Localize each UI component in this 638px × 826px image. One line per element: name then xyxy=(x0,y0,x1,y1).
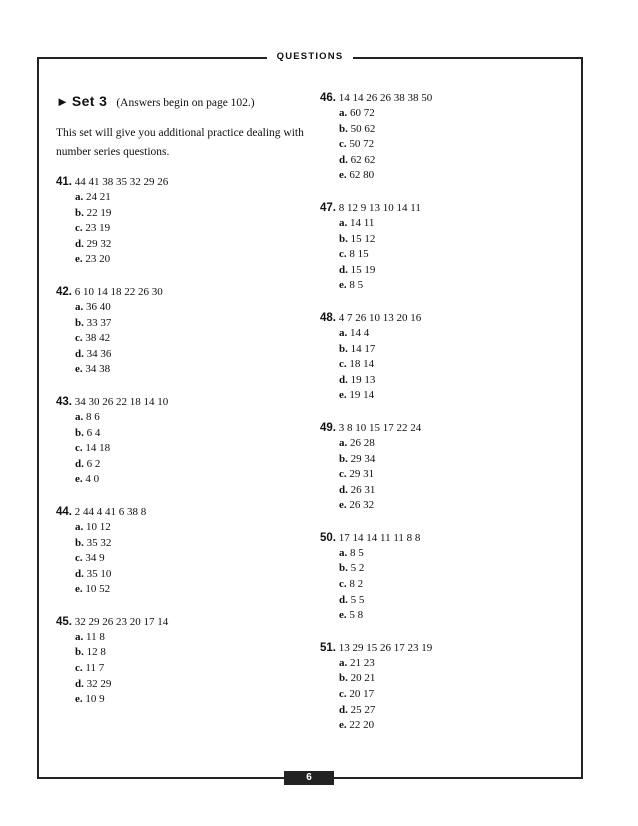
choice-letter: e. xyxy=(339,499,347,512)
choice-text: 8 5 xyxy=(350,546,364,559)
question-number: 49. xyxy=(320,421,336,434)
section-label: QUESTIONS xyxy=(267,50,353,64)
choice-text: 34 36 xyxy=(86,347,112,360)
answer-choice xyxy=(320,593,560,609)
answer-choice xyxy=(56,426,306,442)
answer-choice xyxy=(56,551,306,567)
answer-choice xyxy=(320,608,560,624)
answer-choice xyxy=(320,326,560,342)
answer-choice xyxy=(320,137,560,153)
choice-letter: c. xyxy=(75,552,83,565)
question-line xyxy=(56,394,306,410)
choice-letter: b. xyxy=(75,536,84,549)
set-note: (Answers begin on page 102.) xyxy=(116,97,255,109)
choice-text: 38 42 xyxy=(85,332,111,345)
choice-text: 33 37 xyxy=(86,316,112,329)
answer-choice xyxy=(320,168,560,184)
question-block xyxy=(320,310,560,404)
question-number: 44. xyxy=(56,505,72,518)
question-block xyxy=(320,90,560,184)
choice-text: 5 2 xyxy=(350,562,365,575)
question-block xyxy=(320,200,560,294)
choice-text: 6 2 xyxy=(86,457,101,470)
choice-text: 29 32 xyxy=(86,237,112,250)
triangle-arrow-icon: ► xyxy=(56,94,69,109)
choice-letter: d. xyxy=(75,567,84,580)
choice-letter: b. xyxy=(75,426,84,439)
choice-text: 35 32 xyxy=(86,536,112,549)
choice-text: 14 11 xyxy=(350,216,375,229)
choice-text: 24 21 xyxy=(86,191,111,203)
question-number: 50. xyxy=(320,531,336,544)
choice-letter: b. xyxy=(75,646,84,659)
choice-letter: d. xyxy=(339,483,348,496)
question-block xyxy=(56,394,306,488)
choice-letter: e. xyxy=(339,609,347,622)
choice-text: 34 38 xyxy=(85,363,111,376)
answer-choice xyxy=(320,122,560,138)
choice-text: 26 32 xyxy=(349,499,375,512)
choice-letter: a. xyxy=(75,520,84,533)
choice-letter: e. xyxy=(75,583,83,596)
answer-choice xyxy=(320,546,560,562)
choice-letter: e. xyxy=(75,363,83,376)
question-block xyxy=(56,614,306,708)
left-border xyxy=(37,57,39,778)
question-line xyxy=(320,640,560,656)
question-series: 13 29 15 26 17 23 19 xyxy=(338,641,433,654)
choice-text: 29 31 xyxy=(349,468,375,481)
answer-choice xyxy=(320,561,560,577)
choice-text: 18 14 xyxy=(349,358,375,371)
choice-letter: a. xyxy=(75,630,84,643)
answer-choice xyxy=(320,342,560,358)
answer-choice xyxy=(56,347,306,363)
choice-letter: c. xyxy=(339,358,347,371)
right-border xyxy=(581,57,583,778)
choice-text: 19 14 xyxy=(349,389,375,402)
choice-text: 10 9 xyxy=(85,693,105,706)
choice-letter: b. xyxy=(339,562,348,575)
choice-text: 10 12 xyxy=(86,520,111,533)
answer-choice xyxy=(56,316,306,332)
answer-choice xyxy=(56,457,306,473)
choice-letter: c. xyxy=(339,688,347,701)
choice-letter: b. xyxy=(339,452,348,465)
question-number: 43. xyxy=(56,395,72,408)
choice-letter: b. xyxy=(339,122,348,135)
question-block xyxy=(56,284,306,378)
answer-choice xyxy=(320,388,560,404)
choice-text: 34 9 xyxy=(85,552,105,565)
answer-choice xyxy=(320,656,560,672)
question-series: 8 12 9 13 10 14 11 xyxy=(338,201,421,214)
answer-choice xyxy=(56,410,306,426)
choice-text: 5 8 xyxy=(349,609,364,622)
choice-text: 32 29 xyxy=(86,677,112,690)
answer-choice xyxy=(320,278,560,294)
answer-choice xyxy=(56,190,306,206)
choice-text: 14 4 xyxy=(350,326,370,339)
choice-text: 23 19 xyxy=(85,222,111,235)
choice-letter: d. xyxy=(75,677,84,690)
answer-choice xyxy=(320,153,560,169)
choice-letter: a. xyxy=(339,107,348,119)
choice-text: 21 23 xyxy=(350,656,375,669)
choice-letter: e. xyxy=(339,169,347,182)
left-column xyxy=(56,90,306,724)
question-line xyxy=(320,420,560,436)
choice-text: 20 17 xyxy=(349,688,375,701)
question-line xyxy=(56,614,306,630)
choice-text: 62 62 xyxy=(350,153,376,166)
question-block xyxy=(320,640,560,734)
answer-choice xyxy=(320,263,560,279)
set-intro: This set will give you additional practice dealing with number series questions. xyxy=(56,127,304,158)
question-series: 34 30 26 22 18 14 10 xyxy=(74,395,169,408)
answer-choice xyxy=(320,357,560,373)
choice-text: 36 40 xyxy=(86,300,111,313)
question-block xyxy=(56,174,306,268)
choice-letter: d. xyxy=(339,153,348,166)
choice-text: 35 10 xyxy=(86,567,112,580)
question-line xyxy=(320,310,560,326)
answer-choice xyxy=(56,692,306,708)
question-line xyxy=(320,530,560,546)
answer-choice xyxy=(320,232,560,248)
question-line xyxy=(320,200,560,216)
choice-letter: d. xyxy=(339,593,348,606)
choice-letter: d. xyxy=(75,237,84,250)
answer-choice xyxy=(56,582,306,598)
choice-letter: e. xyxy=(75,473,83,486)
choice-letter: b. xyxy=(339,232,348,245)
question-line xyxy=(56,504,306,520)
choice-letter: a. xyxy=(75,410,84,423)
set-title: Set 3 xyxy=(71,93,108,109)
choice-letter: e. xyxy=(75,253,83,266)
question-block xyxy=(56,504,306,598)
choice-letter: c. xyxy=(339,578,347,591)
answer-choice xyxy=(320,452,560,468)
answer-choice xyxy=(56,221,306,237)
choice-text: 4 0 xyxy=(85,473,100,486)
choice-letter: b. xyxy=(75,316,84,329)
question-series: 17 14 14 11 11 8 8 xyxy=(338,531,421,544)
answer-choice xyxy=(320,703,560,719)
choice-text: 22 19 xyxy=(86,206,112,219)
choice-letter: a. xyxy=(339,326,348,339)
choice-text: 26 31 xyxy=(350,483,376,496)
choice-text: 8 15 xyxy=(349,248,369,261)
question-series: 32 29 26 23 20 17 14 xyxy=(74,615,169,628)
choice-text: 8 5 xyxy=(349,279,364,292)
question-line xyxy=(56,284,306,300)
choice-letter: a. xyxy=(339,436,348,449)
choice-letter: e. xyxy=(339,279,347,292)
choice-letter: a. xyxy=(75,300,84,313)
choice-text: 14 18 xyxy=(85,442,111,455)
choice-text: 15 12 xyxy=(350,232,376,245)
choice-letter: b. xyxy=(339,342,348,355)
answer-choice xyxy=(320,577,560,593)
question-number: 41. xyxy=(56,176,72,188)
choice-letter: c. xyxy=(75,662,83,675)
choice-text: 60 72 xyxy=(350,107,375,119)
question-line xyxy=(56,174,306,190)
choice-text: 19 13 xyxy=(350,373,376,386)
answer-choice xyxy=(56,630,306,646)
choice-letter: a. xyxy=(339,656,348,669)
answer-choice xyxy=(56,520,306,536)
choice-text: 23 20 xyxy=(85,253,111,266)
question-series: 14 14 26 26 38 38 50 xyxy=(338,92,433,104)
choice-letter: e. xyxy=(339,389,347,402)
question-block xyxy=(320,530,560,624)
choice-text: 26 28 xyxy=(350,436,375,449)
choice-letter: c. xyxy=(339,138,347,151)
choice-letter: d. xyxy=(75,457,84,470)
answer-choice xyxy=(56,206,306,222)
choice-text: 29 34 xyxy=(350,452,376,465)
choice-letter: c. xyxy=(75,222,83,235)
answer-choice xyxy=(320,467,560,483)
choice-letter: b. xyxy=(75,206,84,219)
answer-choice xyxy=(320,671,560,687)
choice-letter: a. xyxy=(339,546,348,559)
choice-letter: e. xyxy=(75,693,83,706)
answer-choice xyxy=(320,718,560,734)
choice-text: 12 8 xyxy=(86,646,106,659)
answer-choice xyxy=(56,661,306,677)
choice-letter: c. xyxy=(75,442,83,455)
choice-letter: e. xyxy=(339,719,347,732)
answer-choice xyxy=(320,373,560,389)
choice-text: 8 6 xyxy=(86,410,100,423)
question-list-left xyxy=(56,174,306,708)
choice-text: 11 7 xyxy=(85,662,105,675)
question-number: 47. xyxy=(320,201,336,214)
question-block xyxy=(320,420,560,514)
question-list-right xyxy=(320,90,560,734)
answer-choice xyxy=(320,687,560,703)
choice-letter: c. xyxy=(339,468,347,481)
answer-choice xyxy=(56,331,306,347)
answer-choice xyxy=(320,106,560,122)
question-series: 44 41 38 35 32 29 26 xyxy=(74,176,169,188)
answer-choice xyxy=(56,536,306,552)
choice-text: 11 8 xyxy=(86,630,105,643)
choice-text: 14 17 xyxy=(350,342,376,355)
answer-choice xyxy=(56,645,306,661)
question-number: 51. xyxy=(320,641,336,654)
set-heading xyxy=(56,90,306,112)
choice-letter: b. xyxy=(339,672,348,685)
question-series: 4 7 26 10 13 20 16 xyxy=(338,311,422,324)
choice-letter: d. xyxy=(339,703,348,716)
answer-choice xyxy=(56,252,306,268)
answer-choice xyxy=(320,483,560,499)
choice-text: 25 27 xyxy=(350,703,376,716)
choice-text: 22 20 xyxy=(349,719,375,732)
answer-choice xyxy=(320,436,560,452)
answer-choice xyxy=(320,247,560,263)
answer-choice xyxy=(320,498,560,514)
choice-letter: a. xyxy=(75,191,84,203)
answer-choice xyxy=(320,216,560,232)
choice-text: 8 2 xyxy=(349,578,364,591)
choice-text: 50 72 xyxy=(349,138,375,151)
choice-text: 6 4 xyxy=(86,426,101,439)
choice-letter: c. xyxy=(75,332,83,345)
choice-text: 10 52 xyxy=(85,583,111,596)
question-number: 42. xyxy=(56,285,72,298)
choice-text: 15 19 xyxy=(350,263,376,276)
answer-choice xyxy=(56,567,306,583)
right-column xyxy=(320,90,560,750)
answer-choice xyxy=(56,237,306,253)
answer-choice xyxy=(56,441,306,457)
question-number: 45. xyxy=(56,615,72,628)
question-line xyxy=(320,90,560,106)
question-series: 6 10 14 18 22 26 30 xyxy=(74,285,163,298)
choice-letter: d. xyxy=(339,263,348,276)
question-series: 2 44 4 41 6 38 8 xyxy=(74,505,147,518)
question-number: 48. xyxy=(320,311,336,324)
choice-letter: c. xyxy=(339,248,347,261)
question-number: 46. xyxy=(320,92,336,104)
choice-letter: a. xyxy=(339,216,348,229)
choice-text: 62 80 xyxy=(349,169,375,182)
answer-choice xyxy=(56,472,306,488)
answer-choice xyxy=(56,677,306,693)
answer-choice xyxy=(56,362,306,378)
page-number: 6 xyxy=(284,771,334,785)
choice-letter: d. xyxy=(75,347,84,360)
question-series: 3 8 10 15 17 22 24 xyxy=(338,421,422,434)
answer-choice xyxy=(56,300,306,316)
choice-letter: d. xyxy=(339,373,348,386)
choice-text: 50 62 xyxy=(350,122,376,135)
choice-text: 20 21 xyxy=(350,672,376,685)
choice-text: 5 5 xyxy=(350,593,365,606)
